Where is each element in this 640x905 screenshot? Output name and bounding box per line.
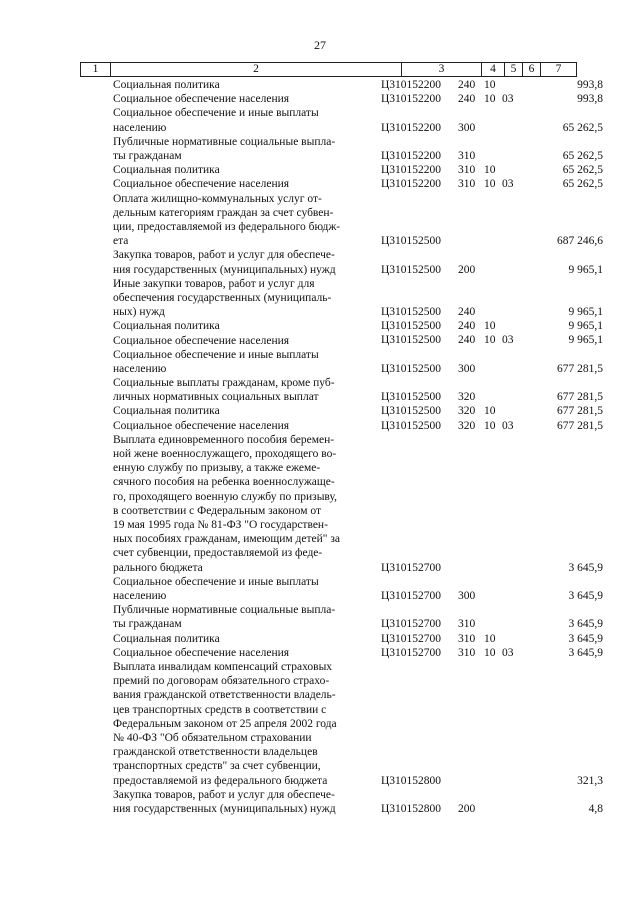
target-code: Ц310152200 [381, 164, 442, 177]
section-code: 10 [484, 334, 496, 347]
target-code: Ц310152700 [381, 646, 442, 659]
target-code: Ц310152700 [381, 632, 442, 645]
amount: 677 281,5 [557, 405, 603, 418]
amount: 65 262,5 [562, 149, 603, 162]
expense-type-code: 310 [458, 178, 476, 191]
amount: 677 281,5 [557, 362, 603, 375]
table-header [80, 62, 577, 77]
target-code: Ц310152700 [381, 618, 442, 631]
section-code: 10 [484, 93, 496, 106]
table-row [0, 419, 640, 433]
section-code: 10 [484, 78, 496, 91]
amount: 677 281,5 [557, 419, 603, 432]
page-number: 27 [314, 38, 326, 52]
amount: 3 645,9 [568, 561, 603, 574]
amount: 3 645,9 [568, 590, 603, 603]
table-row [0, 603, 640, 631]
amount: 65 262,5 [562, 178, 603, 191]
item-name: Оплата жилищно-коммунальных услуг от- дельным категориям граждан за счет субвен- ции, предоставляемой из федерального бюдж- ета [113, 192, 341, 248]
table-row [0, 646, 640, 660]
target-code: Ц310152500 [381, 320, 442, 333]
section-code: 10 [484, 164, 496, 177]
target-code: Ц310152800 [381, 802, 442, 815]
amount: 3 645,9 [568, 618, 603, 631]
expense-type-code: 200 [458, 263, 476, 276]
amount: 65 262,5 [562, 121, 603, 134]
item-name: Социальная политика [113, 79, 220, 91]
expense-type-code: 310 [458, 149, 476, 162]
target-code: Ц310152200 [381, 78, 442, 91]
table-body [0, 78, 640, 816]
amount: 9 965,1 [568, 263, 603, 276]
section-code: 10 [484, 320, 496, 333]
expense-type-code: 310 [458, 632, 476, 645]
expense-type-code: 310 [458, 618, 476, 631]
target-code: Ц310152500 [381, 235, 442, 248]
table-row [0, 404, 640, 418]
table-row [0, 106, 640, 134]
item-name: Публичные нормативные социальные выпла- ты гражданам [113, 135, 336, 162]
target-code: Ц310152800 [381, 774, 442, 787]
item-name: Социальная политика [113, 164, 220, 177]
table-row [0, 135, 640, 163]
target-code: Ц310152500 [381, 405, 442, 418]
expense-type-code: 320 [458, 405, 476, 418]
section-code: 10 [484, 419, 496, 432]
item-name: Иные закупки товаров, работ и услуг для обеспечения государственных (муниципаль- ных) нужд [113, 277, 332, 319]
amount: 993,8 [577, 78, 603, 91]
header-col-2: 2 [111, 63, 402, 76]
item-name: Социальное обеспечение населения [113, 334, 290, 347]
subsection-code: 03 [502, 93, 514, 106]
amount: 677 281,5 [557, 391, 603, 404]
expense-type-code: 320 [458, 391, 476, 404]
subsection-code: 03 [502, 646, 514, 659]
amount: 321,3 [577, 774, 603, 787]
table-row [0, 433, 640, 575]
amount: 9 965,1 [568, 334, 603, 347]
item-name: Социальное обеспечение населения [113, 419, 290, 432]
amount: 4,8 [588, 802, 603, 815]
header-col-4: 4 [482, 63, 505, 76]
table-row [0, 163, 640, 177]
expense-type-code: 240 [458, 334, 476, 347]
table-row [0, 788, 640, 816]
header-col-6: 6 [523, 63, 541, 76]
table-row [0, 575, 640, 603]
table-row [0, 334, 640, 348]
target-code: Ц310152500 [381, 334, 442, 347]
expense-type-code: 200 [458, 802, 476, 815]
amount: 9 965,1 [568, 306, 603, 319]
table-row [0, 177, 640, 191]
table-row [0, 92, 640, 106]
target-code: Ц310152700 [381, 590, 442, 603]
item-name: Выплата единовременного пособия беремен- ной жене военнослужащего, проходящего во- енную службу по призыву, а также ежеме- сячного пособия на ребенка военнослужаще- го, проходящего военную службу по призыву, в соответствии с Федеральным законом от 19 мая 1995 года № 81-ФЗ "О государствен- ных пособиях гражданам, имеющим детей" за счет субвенции, предоставляемой из феде- рального бюджета [113, 433, 340, 574]
item-name: Социальное обеспечение населения [113, 178, 290, 191]
item-name: Публичные нормативные социальные выпла- ты гражданам [113, 604, 336, 631]
expense-type-code: 240 [458, 93, 476, 106]
target-code: Ц310152700 [381, 561, 442, 574]
expense-type-code: 320 [458, 419, 476, 432]
item-name: Закупка товаров, работ и услуг для обеспече- ния государственных (муниципальных) нужд [113, 788, 336, 815]
header-col-3: 3 [402, 63, 482, 76]
item-name: Социальное обеспечение и иные выплаты населению [113, 348, 319, 375]
expense-type-code: 240 [458, 78, 476, 91]
item-name: Социальная политика [113, 405, 220, 418]
amount: 3 645,9 [568, 632, 603, 645]
expense-type-code: 310 [458, 164, 476, 177]
table-row [0, 277, 640, 320]
header-col-7: 7 [555, 63, 562, 75]
item-name: Социальное обеспечение и иные выплаты населению [113, 575, 319, 603]
expense-type-code: 300 [458, 121, 476, 134]
amount: 687 246,6 [557, 235, 603, 248]
target-code: Ц310152500 [381, 362, 442, 375]
table-row [0, 319, 640, 333]
subsection-code: 03 [502, 334, 514, 347]
expense-type-code: 300 [458, 362, 476, 375]
target-code: Ц310152200 [381, 178, 442, 191]
subsection-code: 03 [502, 419, 514, 432]
target-code: Ц310152200 [381, 149, 442, 162]
amount: 65 262,5 [562, 164, 603, 177]
item-name: Социальное обеспечение и иные выплаты населению [113, 107, 319, 134]
item-name: Социальное обеспечение населения [113, 93, 290, 106]
item-name: Социальное обеспечение населения [113, 646, 290, 659]
target-code: Ц310152500 [381, 419, 442, 432]
table-row [0, 192, 640, 249]
table-row [0, 78, 640, 92]
expense-type-code: 300 [458, 590, 476, 603]
table-row [0, 660, 640, 788]
item-name: Социальные выплаты гражданам, кроме пуб- личных нормативных социальных выплат [113, 377, 335, 404]
target-code: Ц310152200 [381, 93, 442, 106]
amount: 3 645,9 [568, 646, 603, 659]
expense-type-code: 240 [458, 306, 476, 319]
section-code: 10 [484, 646, 496, 659]
amount: 9 965,1 [568, 320, 603, 333]
section-code: 10 [484, 178, 496, 191]
table-row [0, 632, 640, 646]
header-col-1: 1 [81, 63, 111, 76]
expense-type-code: 240 [458, 320, 476, 333]
section-code: 10 [484, 405, 496, 418]
target-code: Ц310152500 [381, 391, 442, 404]
section-code: 10 [484, 632, 496, 645]
table-row [0, 376, 640, 404]
subsection-code: 03 [502, 178, 514, 191]
item-name: Выплата инвалидам компенсаций страховых премий по договорам обязательного страхо- вания гражданской ответственности владель- цев транспортных средств в соответствии с Федеральным законом от 25 апреля 2002 года № 40-ФЗ "Об обязательном страховании гражданской ответственности владельцев транспортных средств" за счет субвенции, предоставляемой из федерального бюджета [113, 661, 337, 787]
header-col-5: 5 [505, 63, 523, 76]
target-code: Ц310152200 [381, 121, 442, 134]
item-name: Социальная политика [113, 632, 220, 645]
amount: 993,8 [577, 93, 603, 106]
target-code: Ц310152500 [381, 263, 442, 276]
item-name: Закупка товаров, работ и услуг для обеспече- ния государственных (муниципальных) нужд [113, 249, 336, 276]
target-code: Ц310152500 [381, 306, 442, 319]
item-name: Социальная политика [113, 320, 220, 333]
table-row [0, 348, 640, 376]
expense-type-code: 310 [458, 646, 476, 659]
table-row [0, 248, 640, 276]
